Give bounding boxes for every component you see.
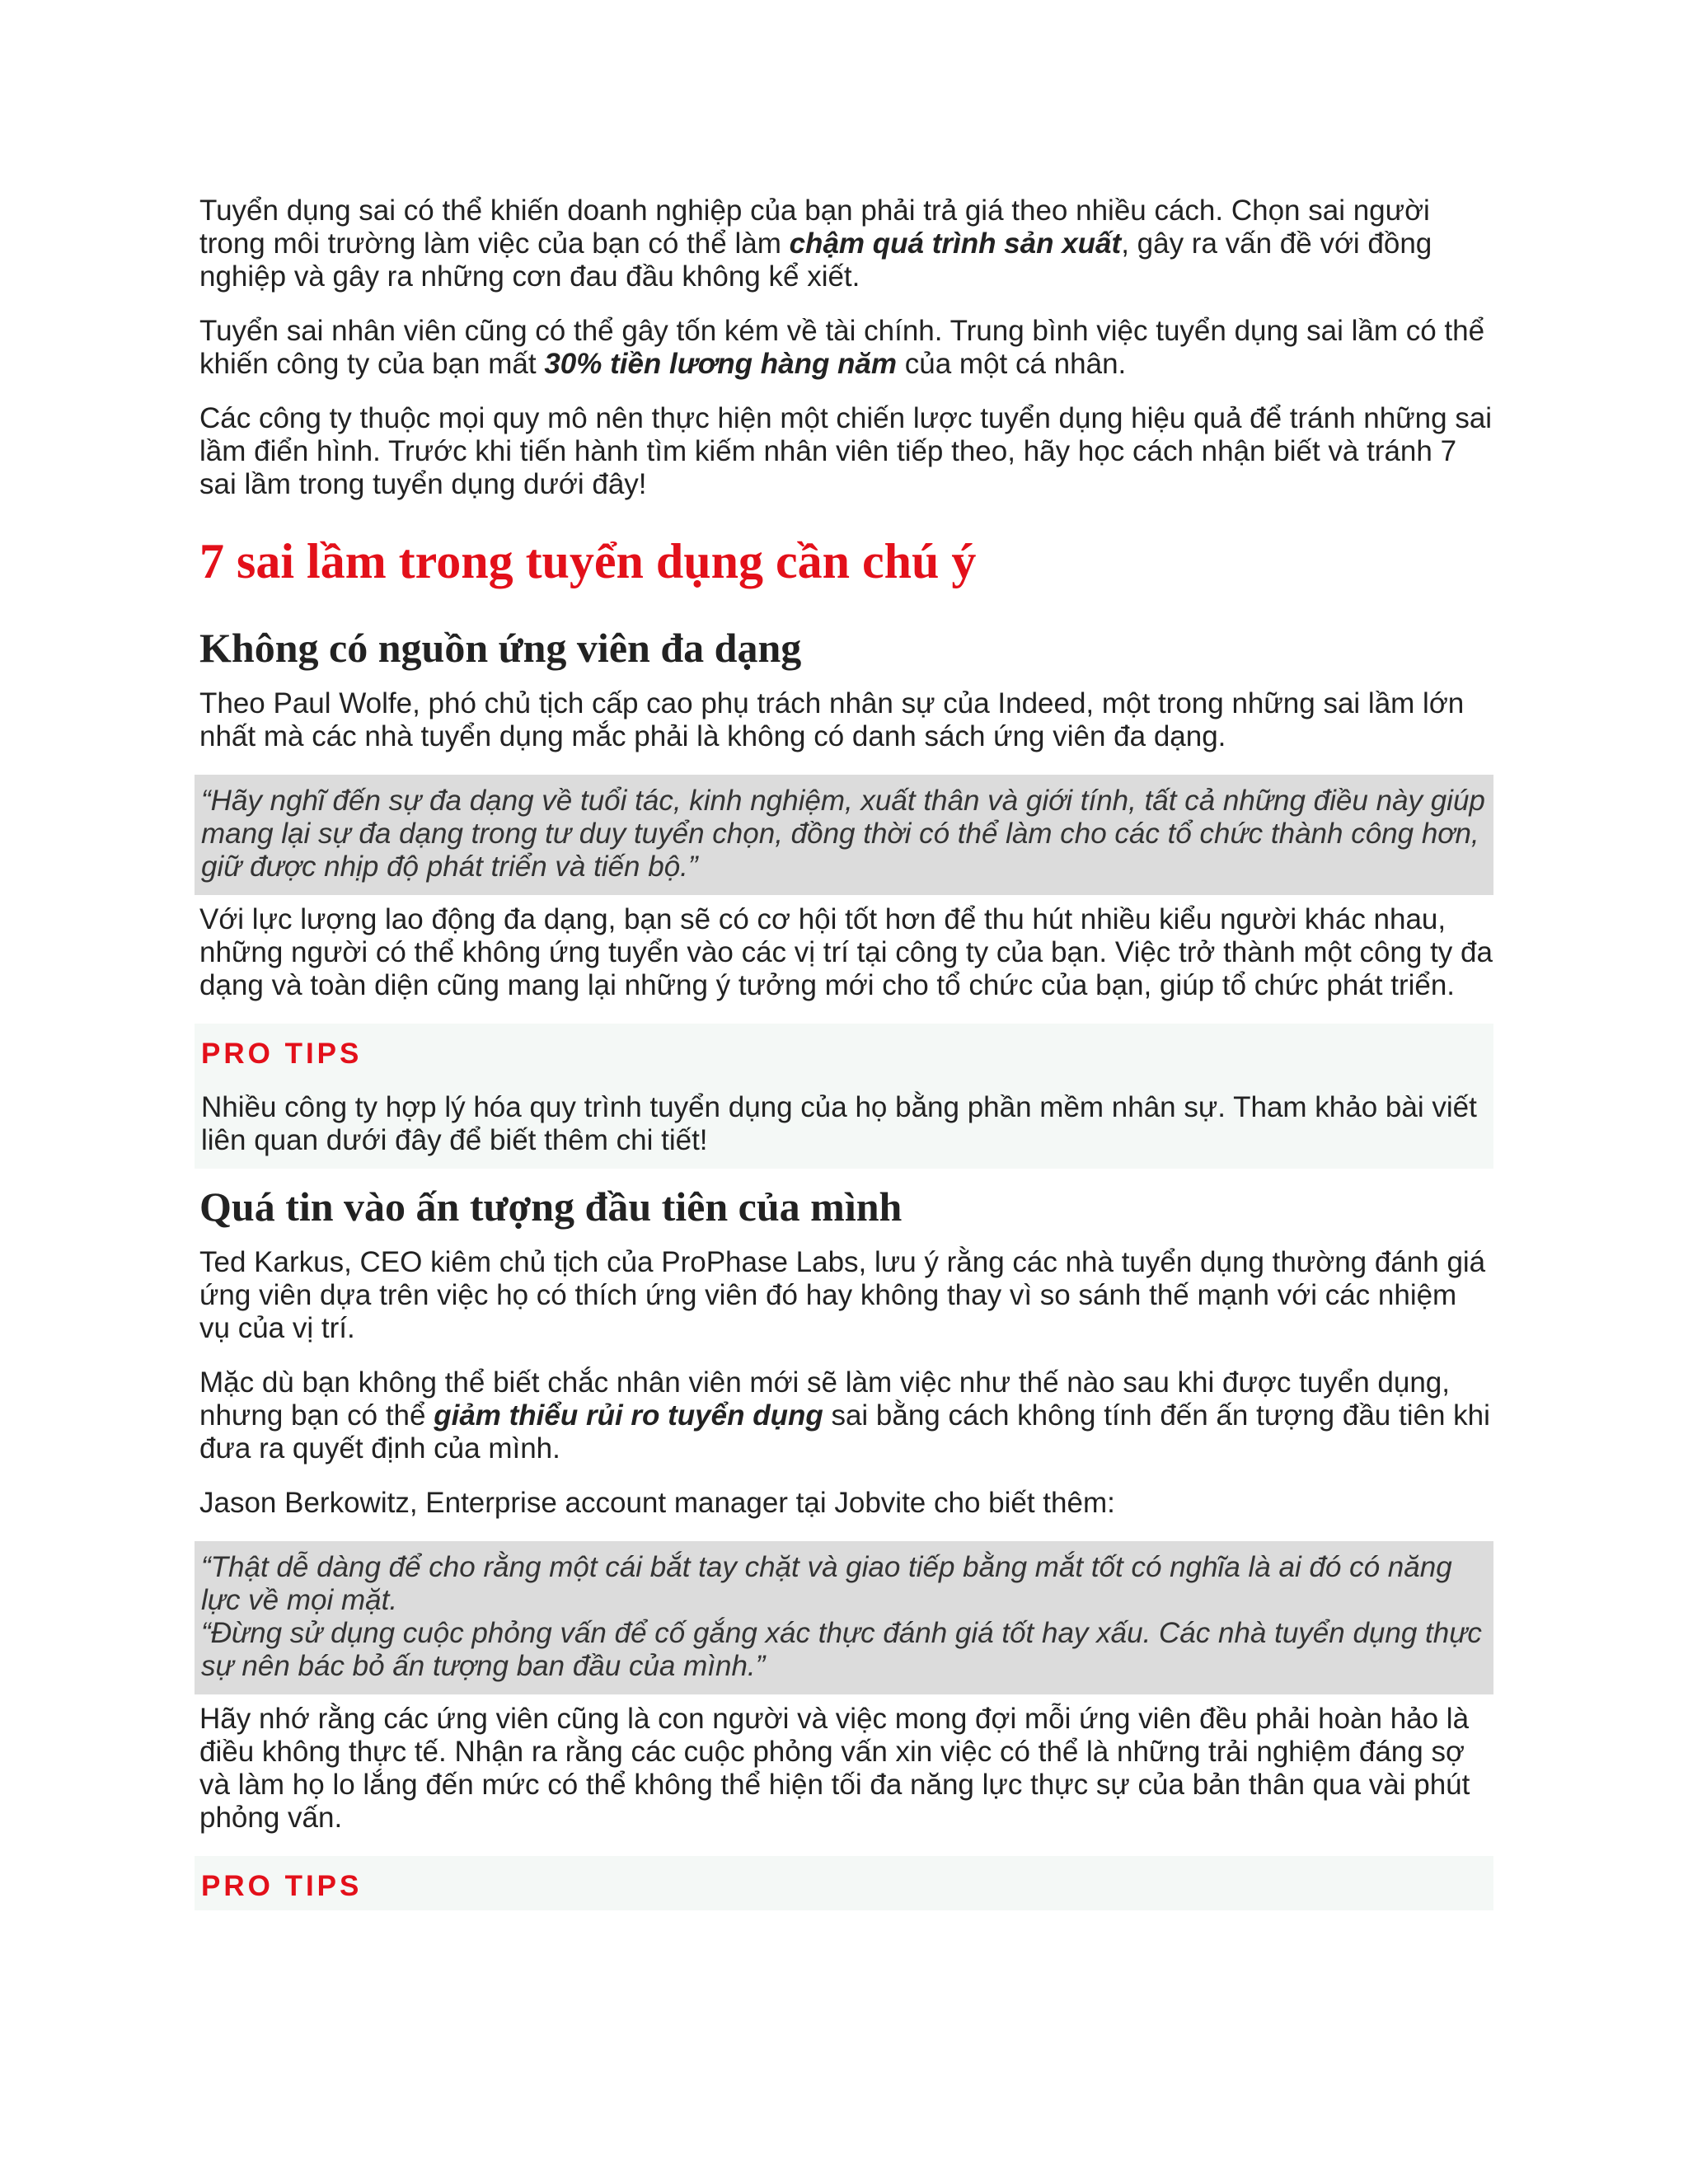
section2-paragraph-1: Ted Karkus, CEO kiêm chủ tịch của ProPhase Labs, lưu ý rằng các nhà tuyển dụng thường đánh giá ứng viên dựa trên việc họ có thích ứng viên đó hay không thay vì so sánh thế mạnh với các nhiệm vụ của vị trí.	[199, 1246, 1486, 1344]
intro-paragraph-3: Các công ty thuộc mọi quy mô nên thực hiện một chiến lược tuyển dụng hiệu quả để tránh những sai lầm điển hình. Trước khi tiến hành tìm kiếm nhân viên tiếp theo, hãy học cách nhận biết và tránh 7 sai lầm trong tuyển dụng dưới đây!	[199, 402, 1493, 500]
section1-paragraph-2: Với lực lượng lao động đa dạng, bạn sẽ có cơ hội tốt hơn để thu hút nhiều kiểu người khác nhau, những người có thể không ứng tuyển vào các vị trí tại công ty của bạn. Việc trở thành một công ty đa dạng và toàn diện cũng mang lại những ý tưởng mới cho tổ chức của bạn, giúp tổ chức phát triển.	[199, 903, 1493, 1001]
pro-tips-box	[195, 1856, 1493, 1910]
quote-block	[195, 1541, 1493, 1694]
section1-paragraph-1: Theo Paul Wolfe, phó chủ tịch cấp cao phụ trách nhân sự của Indeed, một trong những sai lầm lớn nhất mà các nhà tuyển dụng mắc phải là không có danh sách ứng viên đa dạng.	[199, 687, 1465, 752]
section2-paragraph-3: Jason Berkowitz, Enterprise account manager tại Jobvite cho biết thêm:	[199, 1487, 1115, 1519]
quote-line: “Đừng sử dụng cuộc phỏng vấn để cố gắng xác thực đánh giá tốt hay xấu. Các nhà tuyển dụng thực sự nên bác bỏ ấn tượng ban đầu của mình.”	[201, 1617, 1482, 1682]
pro-tips-text: Nhiều công ty hợp lý hóa quy trình tuyển dụng của họ bằng phần mềm nhân sự. Tham khảo bài viết liên quan dưới đây để biết thêm chi tiết!	[201, 1091, 1477, 1156]
pro-tips-title: PRO TIPS	[201, 1870, 363, 1902]
main-heading: 7 sai lầm trong tuyển dụng cần chú ý	[199, 534, 977, 588]
quote-block	[195, 775, 1493, 895]
section-heading-first-impression: Quá tin vào ấn tượng đầu tiên của mình	[199, 1183, 903, 1230]
emphasis-text: chậm quá trình sản xuất	[789, 227, 1122, 260]
section2-paragraph-2: Mặc dù bạn không thể biết chắc nhân viên mới sẽ làm việc như thế nào sau khi được tuyển dụng, nhưng bạn có thể giảm thiểu rủi ro tuyển dụng sai bằng cách không tính đến ấn tượng đầu tiên khi đưa ra quyết định của mình.	[199, 1366, 1490, 1465]
intro-paragraph-2: Tuyển sai nhân viên cũng có thể gây tốn kém về tài chính. Trung bình việc tuyển dụng sai lầm có thể khiến công ty của bạn mất 30% tiền lương hàng năm của một cá nhân.	[199, 315, 1485, 380]
pro-tips-title: PRO TIPS	[201, 1038, 363, 1070]
quote-line: “Thật dễ dàng để cho rằng một cái bắt tay chặt và giao tiếp bằng mắt tốt có nghĩa là ai đó có năng lực về mọi mặt.	[201, 1551, 1452, 1616]
section-heading-diversity: Không có nguồn ứng viên đa dạng	[199, 625, 802, 671]
quote-text: “Hãy nghĩ đến sự đa dạng về tuổi tác, kinh nghiệm, xuất thân và giới tính, tất cả những điều này giúp mang lại sự đa dạng trong tư duy tuyển chọn, đồng thời có thể làm cho các tổ chức thành công hơn, giữ được nhịp độ phát triển và tiến bộ.”	[201, 785, 1485, 883]
section2-paragraph-4: Hãy nhớ rằng các ứng viên cũng là con người và việc mong đợi mỗi ứng viên đều phải hoàn hảo là điều không thực tế. Nhận ra rằng các cuộc phỏng vấn xin việc có thể là những trải nghiệm đáng sợ và làm họ lo lắng đến mức có thể không thể hiện tối đa năng lực thực sự của bản thân qua vài phút phỏng vấn.	[199, 1703, 1470, 1834]
article-content	[195, 194, 1493, 1924]
emphasis-text: giảm thiểu rủi ro tuyển dụng	[434, 1399, 823, 1432]
pro-tips-box	[195, 1024, 1493, 1169]
emphasis-text: 30% tiền lương hàng năm	[544, 348, 898, 380]
intro-paragraph-1: Tuyển dụng sai có thể khiến doanh nghiệp của bạn phải trả giá theo nhiều cách. Chọn sai người trong môi trường làm việc của bạn có thể làm chậm quá trình sản xuất, gây ra vấn đề với đồng nghiệp và gây ra những cơn đau đầu không kể xiết.	[199, 194, 1432, 293]
